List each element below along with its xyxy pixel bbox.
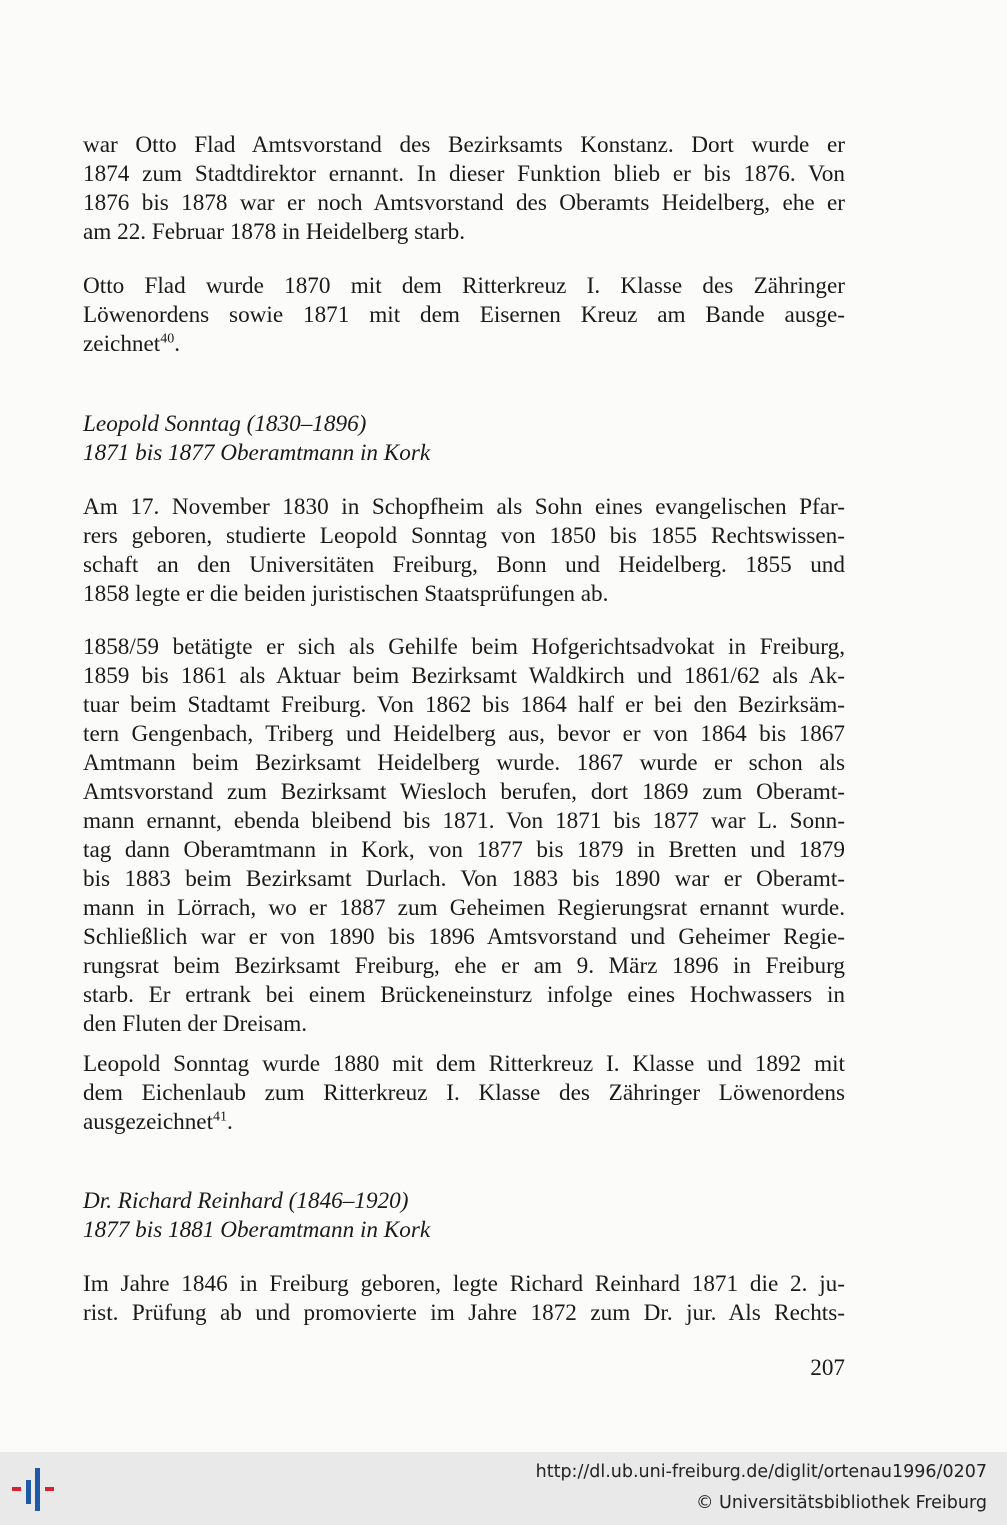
text-line: tag dann Oberamtmann in Kork, von 1877 bis 1879 in Bretten und 1879 <box>83 837 845 863</box>
footnote-marker: 41 <box>213 1109 228 1125</box>
text-line: 1858 legte er die beiden juristischen Staatsprüfungen ab. <box>83 581 609 607</box>
text-line: tuar beim Stadtamt Freiburg. Von 1862 bis 1864 half er bei den Bezirksäm- <box>83 692 845 718</box>
text-line: dem Eichenlaub zum Ritterkreuz I. Klasse des Zähringer Löwenordens <box>83 1080 845 1106</box>
paragraph <box>83 633 845 1039</box>
paragraph <box>83 1050 845 1137</box>
paragraph <box>83 131 845 247</box>
heading-office: 1877 bis 1881 Oberamtmann in Kork <box>83 1217 431 1243</box>
text-line: Amtmann beim Bezirksamt Heidelberg wurde. 1867 wurde er schon als <box>83 750 845 776</box>
text-line: Am 17. November 1830 in Schopfheim als Sohn eines evangelischen Pfar- <box>83 494 845 520</box>
section-heading <box>83 1187 845 1245</box>
text-line: Leopold Sonntag wurde 1880 mit dem Ritterkreuz I. Klasse und 1892 mit <box>83 1051 845 1077</box>
text-line: Schließlich war er von 1890 bis 1896 Amtsvorstand und Geheimer Regie- <box>83 924 845 950</box>
text-line: Amtsvorstand zum Bezirksamt Wiesloch berufen, dort 1869 zum Oberamt- <box>83 779 845 805</box>
text-fragment: ausgezeichnet <box>83 1109 214 1135</box>
heading-office: 1871 bis 1877 Oberamtmann in Kork <box>83 440 431 466</box>
text-line: am 22. Februar 1878 in Heidelberg starb. <box>83 219 466 245</box>
page-number: 207 <box>810 1355 845 1381</box>
text-line: den Fluten der Dreisam. <box>83 1011 308 1037</box>
library-logo-icon <box>12 1466 64 1512</box>
text-line: tern Gengenbach, Triberg und Heidelberg aus, bevor er von 1864 bis 1867 <box>83 721 845 747</box>
text-line: mann in Lörrach, wo er 1887 zum Geheimen Regierungsrat ernannt wurde. <box>83 895 845 921</box>
footnote-marker: 40 <box>160 331 175 347</box>
text-line: starb. Er ertrank bei einem Brückeneinsturz infolge eines Hochwassers in <box>83 982 845 1008</box>
text-line: rers geboren, studierte Leopold Sonntag von 1850 bis 1855 Rechtswissen- <box>83 523 845 549</box>
text-line: 1858/59 betätigte er sich als Gehilfe beim Hofgerichtsadvokat in Freiburg, <box>83 634 845 660</box>
text-line: 1876 bis 1878 war er noch Amtsvorstand des Oberamts Heidelberg, ehe er <box>83 190 845 216</box>
heading-name: Dr. Richard Reinhard (1846–1920) <box>83 1188 409 1214</box>
text-line <box>83 1108 845 1137</box>
text-line: Löwenordens sowie 1871 mit dem Eisernen Kreuz am Bande ausge- <box>83 302 845 328</box>
text-line: schaft an den Universitäten Freiburg, Bonn und Heidelberg. 1855 und <box>83 552 845 578</box>
text-line: rist. Prüfung ab und promovierte im Jahre 1872 zum Dr. jur. Als Rechts- <box>83 1300 845 1326</box>
viewer-footer <box>0 1452 1007 1525</box>
heading-name: Leopold Sonntag (1830–1896) <box>83 411 367 437</box>
text-fragment: . <box>227 1109 233 1135</box>
text-fragment: . <box>174 331 181 357</box>
copyright-notice: © Universitätsbibliothek Freiburg <box>695 1493 987 1513</box>
text-line: war Otto Flad Amtsvorstand des Bezirksamts Konstanz. Dort wurde er <box>83 132 845 158</box>
text-line: Otto Flad wurde 1870 mit dem Ritterkreuz I. Klasse des Zähringer <box>83 273 845 299</box>
paragraph <box>83 493 845 609</box>
section-heading <box>83 410 845 468</box>
text-line: 1859 bis 1861 als Aktuar beim Bezirksamt Waldkirch und 1861/62 als Ak- <box>83 663 845 689</box>
text-line: mann ernannt, ebenda bleibend bis 1871. Von 1871 bis 1877 war L. Sonn- <box>83 808 845 834</box>
paragraph <box>83 1270 845 1328</box>
text-line: Im Jahre 1846 in Freiburg geboren, legte Richard Reinhard 1871 die 2. ju- <box>83 1271 845 1297</box>
text-line <box>83 330 845 359</box>
text-line: bis 1883 beim Bezirksamt Durlach. Von 1883 bis 1890 war er Oberamt- <box>83 866 845 892</box>
permalink-url[interactable]: http://dl.ub.uni-freiburg.de/diglit/ortenau1996/0207 <box>535 1462 987 1482</box>
text-line: 1874 zum Stadtdirektor ernannt. In dieser Funktion blieb er bis 1876. Von <box>83 161 845 187</box>
text-fragment: zeichnet <box>83 331 161 357</box>
paragraph <box>83 272 845 359</box>
text-line: rungsrat beim Bezirksamt Freiburg, ehe er am 9. März 1896 in Freiburg <box>83 953 845 979</box>
